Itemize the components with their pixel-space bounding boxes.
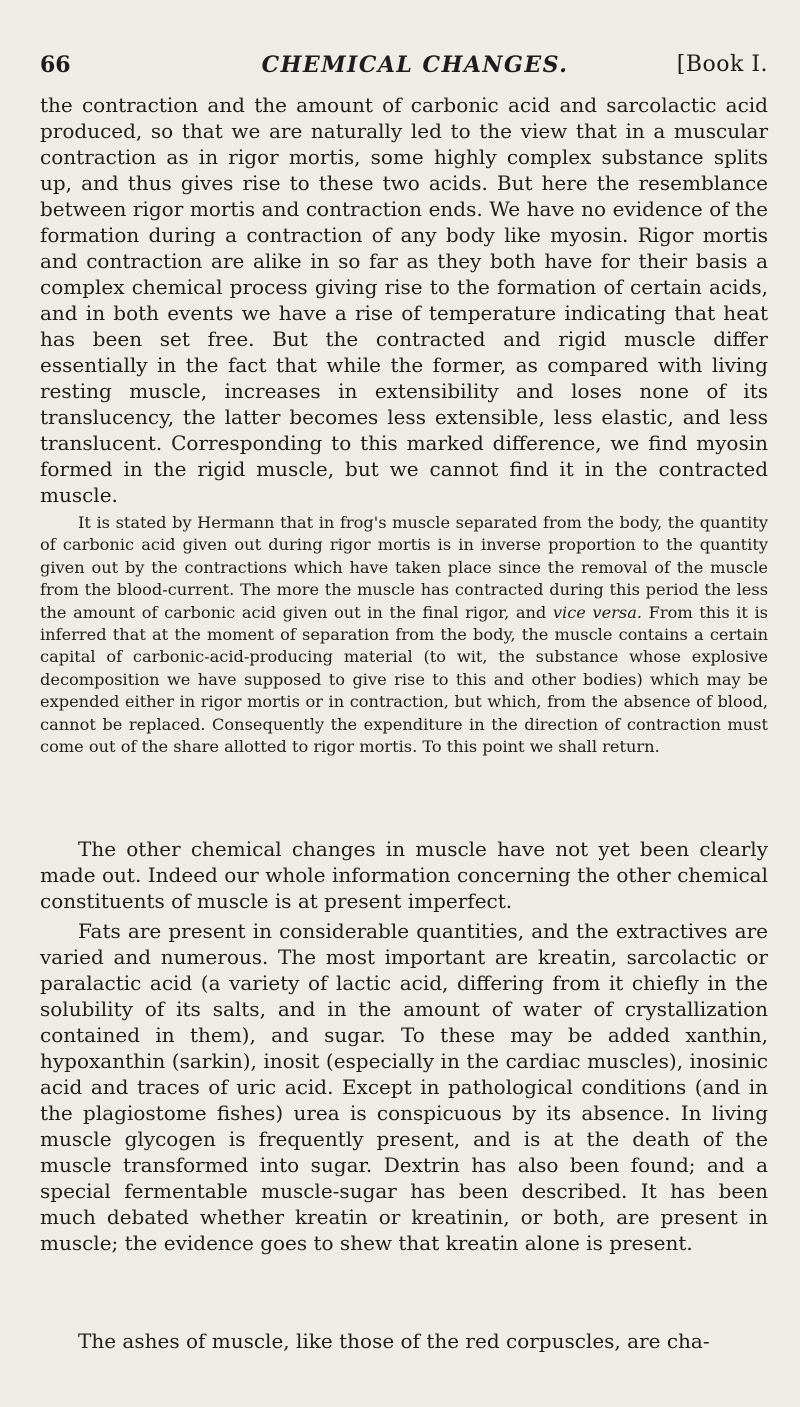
running-head xyxy=(40,50,790,80)
body-paragraph-chemical-changes: The other chemical changes in muscle have not yet been clearly made out. Indeed our whole information concerning the other chemical constituents of muscle is at present imperfect. xyxy=(40,837,768,913)
note-italic-phrase: vice versa. xyxy=(552,602,643,622)
body-paragraph-continued: the contraction and the amount of carbonic acid and sarcolactic acid produced, so that we are naturally led to the view that in a muscular contraction as in rigor mortis, some highly complex substance splits up, and thus gives rise to these two acids. But here the resemblance between rigor mortis and contraction ends. We have no evidence of the formation during a contraction of any body like myosin. Rigor mortis and contraction are alike in so far as they both have for their basis a complex chemical process giving rise to the formation of certain acids, and in both events we have a rise of temperature indicating that heat has been set free. But the contracted and rigid muscle differ essentially in the fact that while the former, as compared with living resting muscle, increases in extensibility and loses none of its translucency, the latter becomes less extensible, less elastic, and less translucent. Corresponding to this marked difference, we find myosin formed in the rigid muscle, but we cannot find it in the contracted muscle. xyxy=(40,93,768,507)
small-print-note-paragraph xyxy=(40,512,768,758)
note-text-after: From this it is inferred that at the moment of separation from the body, the muscle contains a certain capital of carbonic-acid-producing material (to wit, the substance whose explosive decomposition we have supposed to give rise to this and other bodies) which may be expended either in rigor mortis or in contraction, but which, from the absence of blood, cannot be replaced. Consequently the expenditure in the direction of contraction must come out of the share allotted to rigor mortis. To this point we shall return. xyxy=(40,602,768,757)
note-text-before: It is stated by Hermann that in frog's muscle separated from the body, the quantity of carbonic acid given out during rigor mortis is in inverse proportion to the quantity given out by the contractions which have taken place since the removal of the muscle from the blood-current. The more the muscle has contracted during this period the less the amount of carbonic acid given out in the final rigor, and xyxy=(40,513,768,622)
running-title: CHEMICAL CHANGES. xyxy=(261,52,569,78)
page-number: 66 xyxy=(40,52,71,78)
body-paragraph-extractives: Fats are present in considerable quantities, and the extractives are varied and numerous. The most important are kreatin, sarcolactic or paralactic acid (a variety of lactic acid, differing from it chiefly in the solubility of its salts, and in the amount of water of crystallization contained in them), and sugar. To these may be added xanthin, hypoxanthin (sarkin), inosit (especially in the cardiac muscles), inosinic acid and traces of uric acid. Except in pathological conditions (and in the plagiostome fishes) urea is conspicuous by its absence. In living muscle glycogen is frequently present, and is at the death of the muscle transformed into sugar. Dextrin has also been found; and a special fermentable muscle-sugar has been described. It has been much debated whether kreatin or kreatinin, or both, are present in muscle; the evidence goes to shew that kreatin alone is present. xyxy=(40,919,768,1255)
book-reference: [Book I. xyxy=(676,52,768,77)
body-paragraph-ashes: The ashes of muscle, like those of the red corpuscles, are cha- xyxy=(78,1329,710,1353)
